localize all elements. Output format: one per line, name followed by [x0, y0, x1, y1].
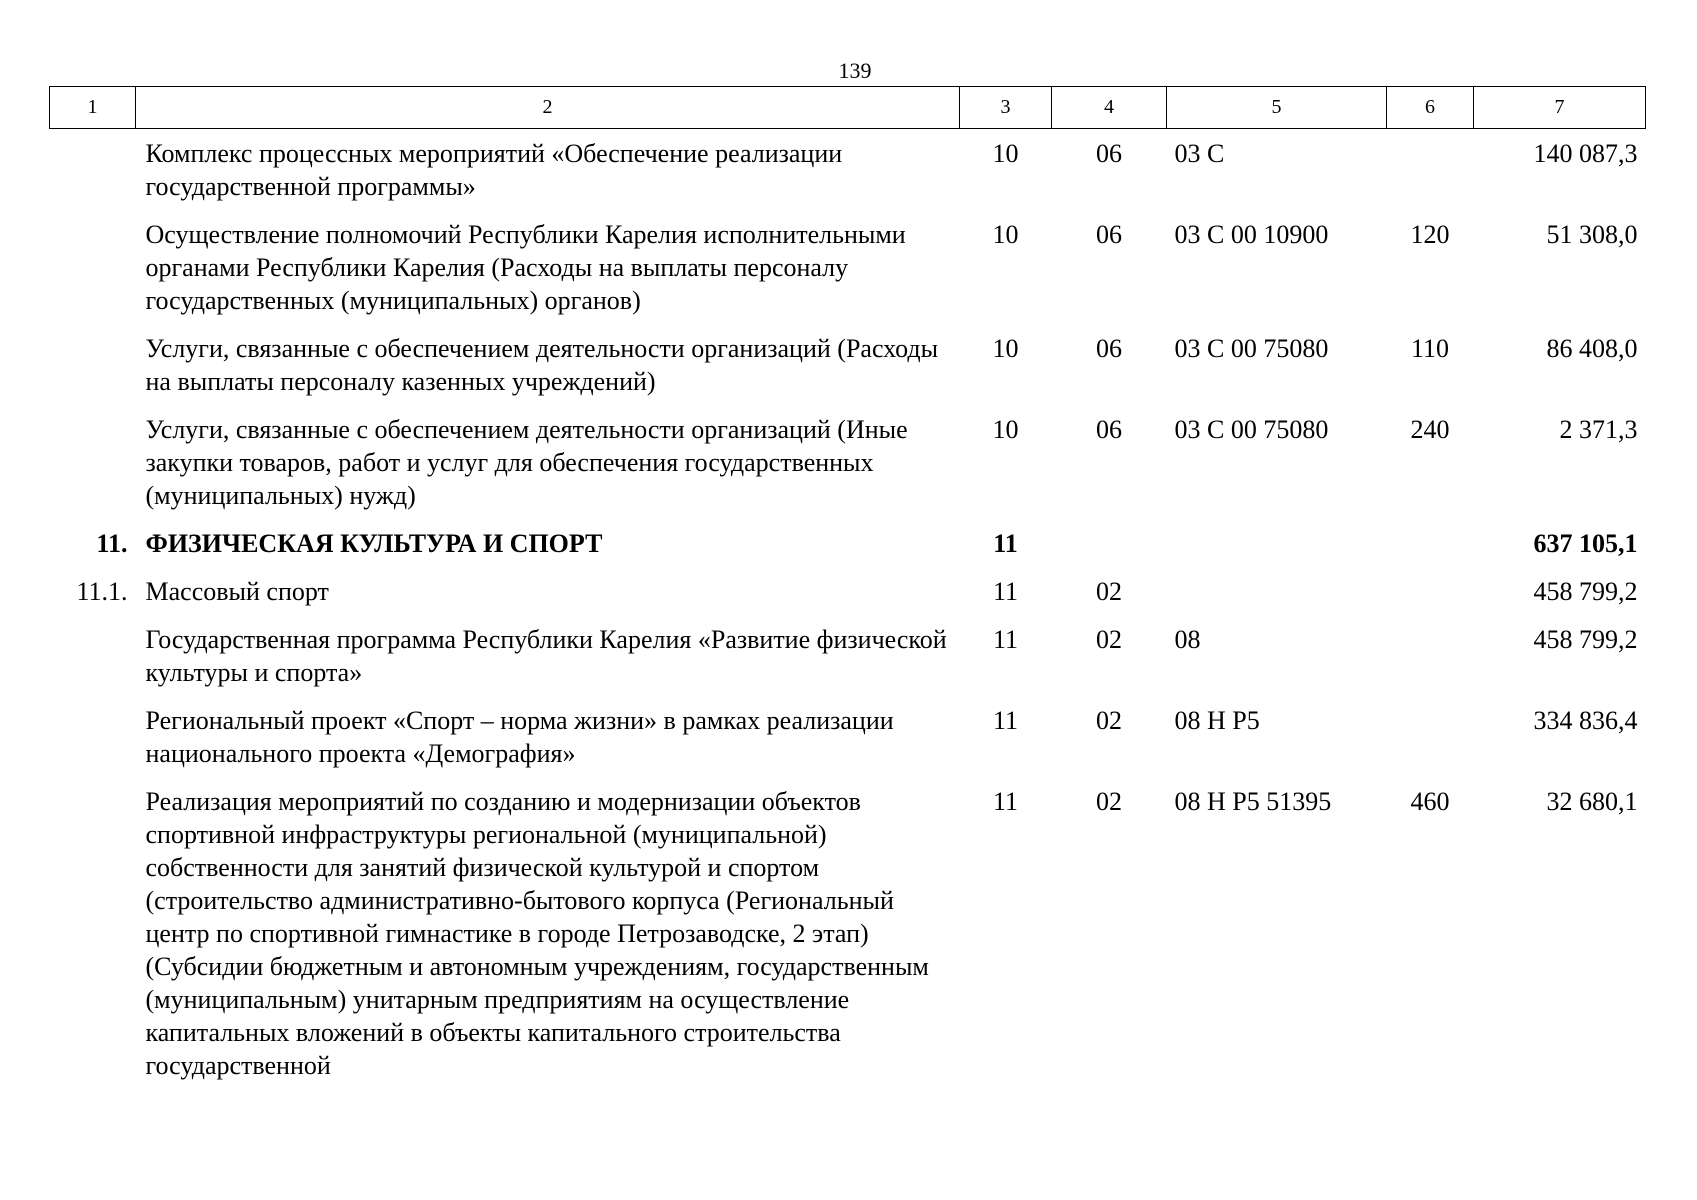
row-name: Региональный проект «Спорт – норма жизни» в рамках реализации национального проекта «Демография» — [145, 706, 894, 768]
table-row — [50, 129, 1646, 219]
row-expense-type — [1387, 575, 1474, 623]
table-row — [50, 623, 1646, 704]
row-section-code: 11 — [993, 529, 1018, 558]
row-subsection-code: 06 — [1096, 139, 1122, 168]
row-target-article: 08 — [1174, 625, 1201, 654]
row-target-article — [1167, 575, 1387, 623]
row-amount: 637 105,1 — [1533, 529, 1638, 558]
table-row — [50, 704, 1646, 785]
table-row — [50, 785, 1646, 1097]
header-row — [50, 87, 1646, 129]
table-row — [50, 413, 1646, 527]
table-row — [50, 218, 1646, 332]
row-number — [50, 623, 136, 704]
row-section-code: 11 — [992, 625, 1019, 654]
row-amount: 458 799,2 — [1533, 577, 1638, 606]
header-col-2: 2 — [136, 87, 960, 129]
row-number: 11.1. — [76, 577, 128, 606]
row-name: Услуги, связанные с обеспечением деятельности организаций (Расходы на выплаты персоналу казенных учреждений) — [145, 334, 939, 396]
budget-table — [49, 86, 1646, 1097]
row-number — [50, 413, 136, 527]
page-number: 139 — [838, 58, 872, 83]
row-number — [50, 704, 136, 785]
row-section-code: 11 — [992, 787, 1019, 816]
row-subsection-code: 06 — [1096, 415, 1122, 444]
table-row — [50, 332, 1646, 413]
row-number: 11. — [96, 529, 128, 558]
row-name: Осуществление полномочий Республики Карелия исполнительными органами Республики Карелия (Расходы на выплаты персоналу государственных (муниципальных) органов) — [145, 220, 906, 315]
row-subsection-code: 02 — [1096, 625, 1122, 654]
row-section-code: 10 — [992, 334, 1019, 363]
row-name: Государственная программа Республики Карелия «Развитие физической культуры и спорта» — [145, 625, 947, 687]
section-row — [50, 527, 1646, 575]
row-amount: 32 680,1 — [1546, 787, 1638, 816]
row-name: Услуги, связанные с обеспечением деятельности организаций (Иные закупки товаров, работ и услуг для обеспечения государственных (муниципальных) нужд) — [145, 415, 908, 510]
row-section-code: 10 — [992, 139, 1019, 168]
row-subsection-code — [1052, 527, 1167, 575]
row-subsection-code: 02 — [1096, 577, 1122, 606]
row-expense-type — [1387, 704, 1474, 785]
row-number — [50, 129, 136, 219]
row-subsection-code: 06 — [1096, 220, 1122, 249]
header-col-5: 5 — [1167, 87, 1387, 129]
row-expense-type: 240 — [1410, 415, 1450, 444]
row-name: Массовый спорт — [145, 577, 329, 606]
row-amount: 2 371,3 — [1559, 415, 1638, 444]
row-expense-type — [1387, 623, 1474, 704]
subsection-row — [50, 575, 1646, 623]
row-subsection-code: 06 — [1096, 334, 1122, 363]
row-amount: 334 836,4 — [1533, 706, 1638, 735]
row-amount: 140 087,3 — [1533, 139, 1638, 168]
header-col-7: 7 — [1474, 87, 1646, 129]
row-amount: 51 308,0 — [1546, 220, 1638, 249]
row-target-article: 03 С — [1174, 139, 1225, 168]
row-target-article: 03 С 00 10900 — [1174, 220, 1329, 249]
row-section-code: 11 — [992, 577, 1019, 606]
row-expense-type: 460 — [1410, 787, 1450, 816]
row-amount: 86 408,0 — [1546, 334, 1638, 363]
row-name: Комплекс процессных мероприятий «Обеспечение реализации государственной программы» — [145, 139, 843, 201]
row-target-article: 03 С 00 75080 — [1174, 415, 1329, 444]
row-target-article: 03 С 00 75080 — [1174, 334, 1329, 363]
row-name: Реализация мероприятий по созданию и модернизации объектов спортивной инфраструктуры региональной (муниципальной) собственности для занятий физической культурой и спортом (строительство административно-бытового корпуса (Региональный центр по спортивной гимнастике в городе Петрозаводске, 2 этап) (Субсидии бюджетным и автономным учреждениям, государственным (муниципальным) унитарным предприятиям на осуществление капитальных вложений в объекты капитального строительства государственной — [145, 787, 929, 1080]
row-expense-type: 110 — [1410, 334, 1450, 363]
row-name: ФИЗИЧЕСКАЯ КУЛЬТУРА И СПОРТ — [145, 529, 603, 558]
row-expense-type — [1387, 129, 1474, 219]
row-expense-type: 120 — [1410, 220, 1450, 249]
row-number — [50, 332, 136, 413]
header-col-6: 6 — [1387, 87, 1474, 129]
row-amount: 458 799,2 — [1533, 625, 1638, 654]
row-target-article: 08 Н Р5 — [1174, 706, 1260, 735]
row-number — [50, 218, 136, 332]
row-target-article: 08 Н Р5 51395 — [1174, 787, 1332, 816]
row-subsection-code: 02 — [1096, 706, 1122, 735]
row-target-article — [1167, 527, 1387, 575]
header-col-1: 1 — [50, 87, 136, 129]
header-col-3: 3 — [960, 87, 1052, 129]
row-section-code: 10 — [992, 415, 1019, 444]
row-number — [50, 785, 136, 1097]
row-section-code: 11 — [992, 706, 1019, 735]
row-section-code: 10 — [992, 220, 1019, 249]
row-subsection-code: 02 — [1096, 787, 1122, 816]
header-col-4: 4 — [1052, 87, 1167, 129]
row-expense-type — [1387, 527, 1474, 575]
